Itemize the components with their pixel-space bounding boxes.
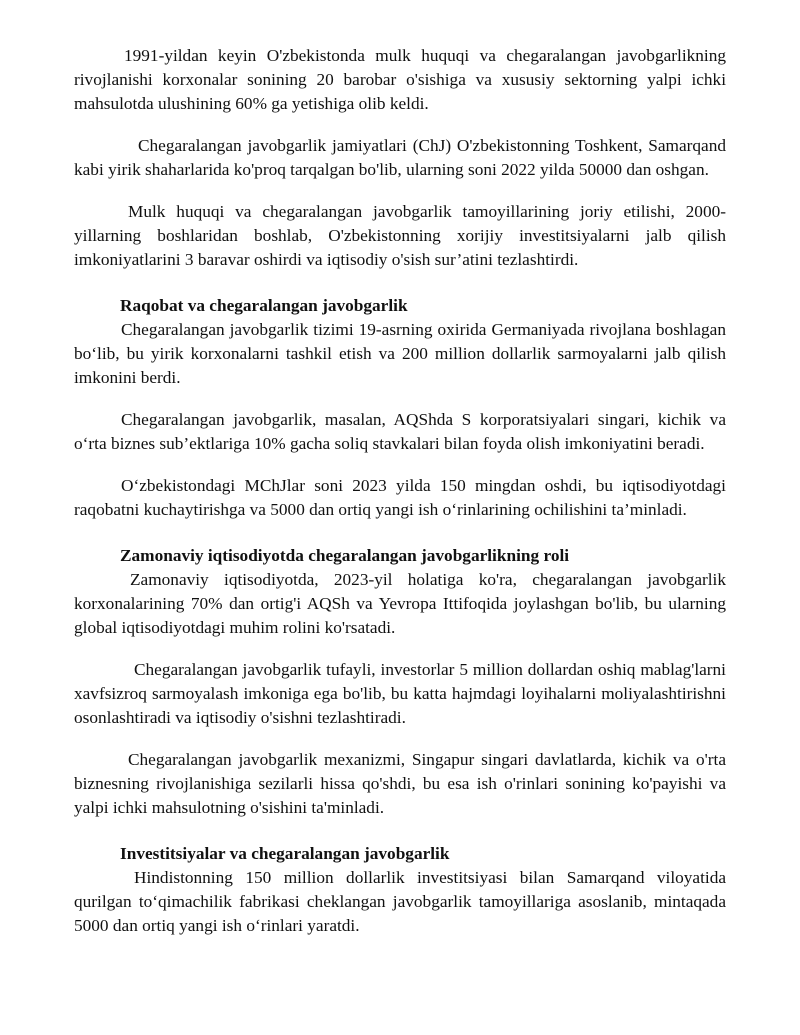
paragraph: Zamonaviy iqtisodiyotda, 2023-yil holatiga ko'ra, chegaralangan javobgarlik korxonalarining 70% dan ortig'i AQSh va Yevropa Ittifoqida joylashgan bo'lib, bu ularning global iqtisodiyotdagi muhim rolini ko'rsatadi. [74,570,726,637]
paragraph: Chegaralangan javobgarlik mexanizmi, Singapur singari davlatlarda, kichik va o'rta biznesning rivojlanishiga sezilarli hissa qo'shdi, bu esa ish o'rinlari sonining ko'payishi va yalpi ichki mahsulotning o'sishini ta'minladi. [74,750,726,817]
section-heading: Raqobat va chegaralangan javobgarlik [120,296,408,315]
paragraph: Chegaralangan javobgarlik tufayli, investorlar 5 million dollardan oshiq mablag'larni xavfsizroq sarmoyalash imkoniga ega bo'lib, bu katta hajmdagi loyihalarni moliyalashtirishni osonlashtiradi va iqtisodiy o'sishni tezlashtiradi. [74,660,726,727]
paragraph: 1991-yildan keyin O'zbekistonda mulk huquqi va chegaralangan javobgarlikning rivojlanishi korxonalar sonining 20 barobar o'sishiga va xususiy sektorning yalpi ichki mahsulotda ulushining 60% ga yetishiga olib keldi. [74,46,726,113]
paragraph: Chegaralangan javobgarlik tizimi 19-asrning oxirida Germaniyada rivojlana boshlagan bo‘lib, bu yirik korxonalarni tashkil etish va 200 million dollarlik sarmoyalarni jalb qilish imkonini berdi. [74,320,726,387]
paragraph: O‘zbekistondagi MChJlar soni 2023 yilda 150 mingdan oshdi, bu iqtisodiyotdagi raqobatni kuchaytirishga va 5000 dan ortiq yangi ish o‘rinlarining ochilishini ta’minladi. [74,476,726,519]
paragraph: Mulk huquqi va chegaralangan javobgarlik tamoyillarining joriy etilishi, 2000-yillarning boshlaridan boshlab, O'zbekistonning xorijiy investitsiyalarni jalb qilish imkoniyatlarini 3 baravar oshirdi va iqtisodiy o'sish sur’atini tezlashtirdi. [74,202,726,269]
paragraph: Chegaralangan javobgarlik jamiyatlari (ChJ) O'zbekistonning Toshkent, Samarqand kabi yirik shaharlarida ko'proq tarqalgan bo'lib, ularning soni 2022 yilda 50000 dan oshgan. [74,136,726,179]
paragraph: Hindistonning 150 million dollarlik investitsiyasi bilan Samarqand viloyatida qurilgan to‘qimachilik fabrikasi cheklangan javobgarlik tamoyillariga asoslanib, mintaqada 5000 dan ortiq yangi ish o‘rinlari yaratdi. [74,868,726,935]
section-heading: Investitsiyalar va chegaralangan javobgarlik [120,844,450,863]
section-heading: Zamonaviy iqtisodiyotda chegaralangan javobgarlikning roli [120,546,570,565]
paragraph: Chegaralangan javobgarlik, masalan, AQShda S korporatsiyalari singari, kichik va o‘rta biznes sub’ektlariga 10% gacha soliq stavkalari bilan foyda olish imkoniyatini beradi. [74,410,726,453]
